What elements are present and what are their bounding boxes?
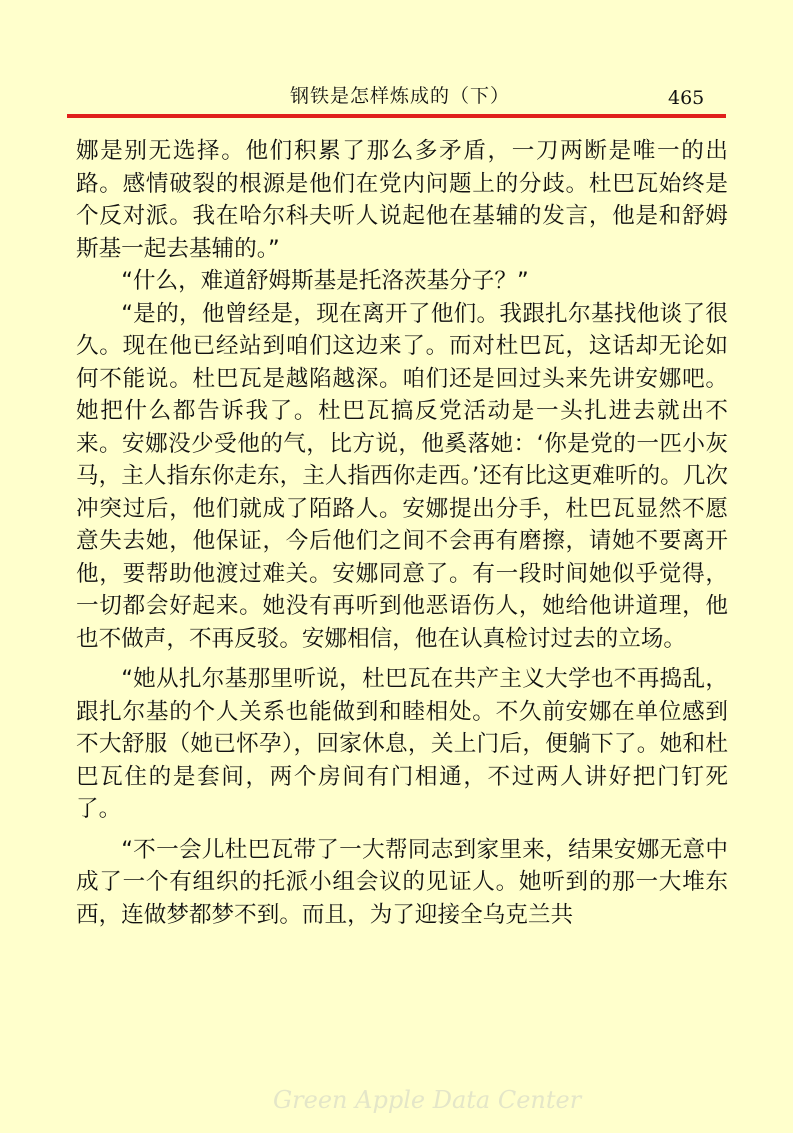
paragraph-5: “不一会儿杜巴瓦带了一大帮同志到家里来，结果安娜无意中成了一个有组织的托派小组会议的见证人。她听到的那一大堆东西，连做梦都梦不到。而且，为了迎接全乌克兰共 [76,836,728,928]
paragraph-1: 娜是别无选择。他们积累了那么多矛盾，一刀两断是唯一的出路。感情破裂的根源是他们在党内问题上的分歧。杜巴瓦始终是个反对派。我在哈尔科夫听人说起他在基辅的发言，他是和舒姆斯基一起去基辅的。” [76,138,728,262]
body-text [76,135,728,931]
page-number: 465 [668,87,705,109]
header-rule [67,114,726,118]
watermark: Green Apple Data Center [273,1086,582,1114]
paragraph-3: “是的，他曾经是，现在离开了他们。我跟扎尔基找他谈了很久。现在他已经站到咱们这边来了。而对杜巴瓦，这话却无论如何不能说。杜巴瓦是越陷越深。咱们还是回过头来先讲安娜吧。她把什么都告诉我了。杜巴瓦搞反党活动是一头扎进去就出不来。安娜没少受他的气，比方说，他奚落她：‘你是党的一匹小灰马，主人指东你走东，主人指西你走西。’还有比这更难听的。几次冲突过后，他们就成了陌路人。安娜提出分手，杜巴瓦显然不愿意失去她，他保证，今后他们之间不会再有磨擦，请她不要离开他，要帮助他渡过难关。安娜同意了。有一段时间她似乎觉得，一切都会好起来。她没有再听到他恶语伤人，她给他讲道理，他也不做声，不再反驳。安娜相信，他在认真检讨过去的立场。 [76,300,728,652]
paragraph-4: “她从扎尔基那里听说，杜巴瓦在共产主义大学也不再捣乱，跟扎尔基的个人关系也能做到和睦相处。不久前安娜在单位感到不大舒服（她已怀孕），回家休息，关上门后，便躺下了。她和杜巴瓦住的是套间，两个房间有门相通，不过两人讲好把门钉死了。 [76,666,728,822]
paragraph-2: “什么，难道舒姆斯基是托洛茨基分子？” [121,268,529,294]
book-title: 钢铁是怎样炼成的（下） [290,85,511,107]
page-header [0,84,793,114]
